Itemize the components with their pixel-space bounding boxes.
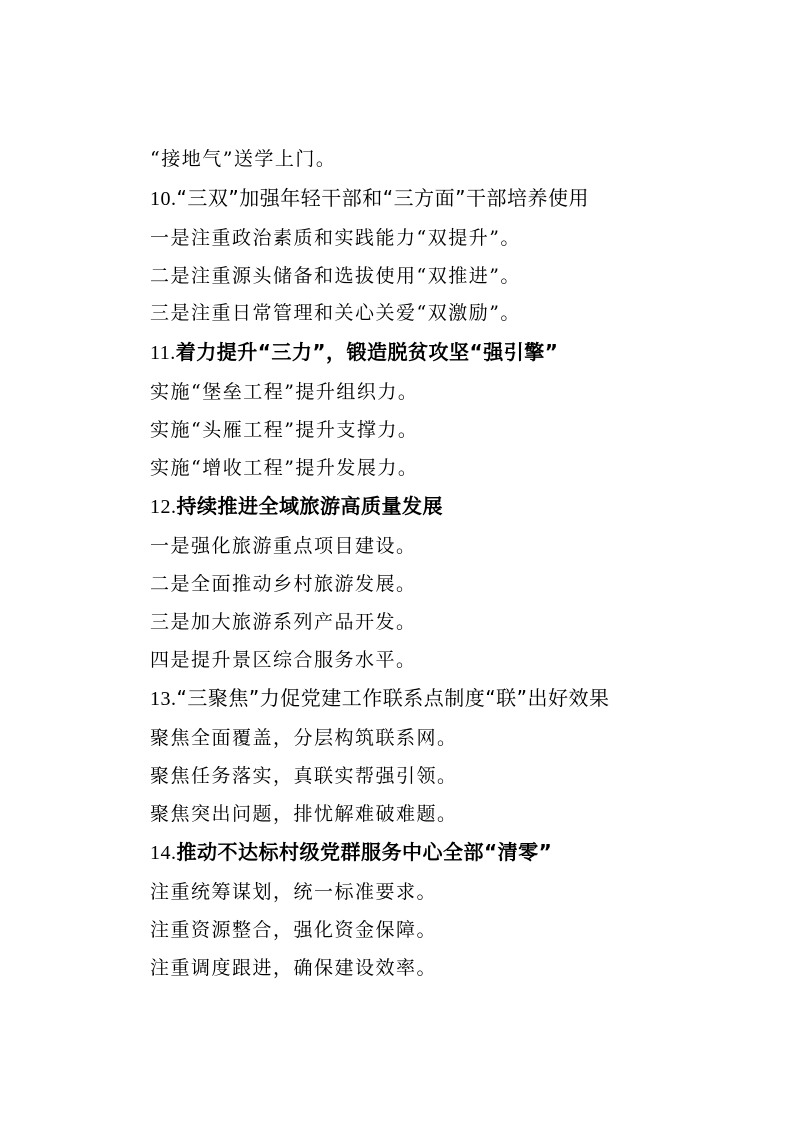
section-12-item-1: 一是强化旅游重点项目建设。 (150, 535, 417, 557)
section-13-number: 13. (150, 688, 177, 710)
section-10-title: “三双”加强年轻干部和“三方面”干部培养使用 (176, 186, 589, 210)
section-14-number: 14. (150, 842, 177, 864)
section-12-number: 12. (150, 496, 177, 518)
section-12-item-3: 三是加大旅游系列产品开发。 (150, 611, 417, 633)
section-11-number: 11. (150, 342, 176, 364)
section-12-item-2: 二是全面推动乡村旅游发展。 (150, 573, 417, 595)
section-13-title: “三聚焦”力促党建工作联系点制度“联”出好效果 (176, 686, 610, 710)
section-13-item-3: 聚焦突出问题，排忧解难破难题。 (150, 803, 458, 825)
section-10-item-1: 一是注重政治素质和实践能力“双提升”。 (150, 227, 521, 249)
section-14-title: 推动不达标村级党群服务中心全部“清零” (176, 840, 553, 864)
section-10-item-2: 二是注重源头储备和选拔使用“双推进”。 (150, 265, 521, 287)
section-11-item-2: 实施“头雁工程”提升支撑力。 (150, 419, 419, 441)
section-14-heading (150, 840, 552, 865)
section-14-item-1: 注重统筹谋划，统一标准要求。 (150, 881, 438, 903)
section-13-heading (150, 686, 609, 711)
section-10-heading (150, 186, 589, 211)
section-13-item-1: 聚焦全面覆盖，分层构筑联系网。 (150, 727, 458, 749)
section-12-item-4: 四是提升景区综合服务水平。 (150, 649, 417, 671)
section-11-item-1: 实施“堡垒工程”提升组织力。 (150, 381, 419, 403)
section-11-heading (150, 340, 558, 365)
continuation-line: “接地气”送学上门。 (150, 148, 337, 170)
section-11-item-3: 实施“增收工程”提升发展力。 (150, 457, 419, 479)
section-14-item-3: 注重调度跟进，确保建设效率。 (150, 957, 438, 979)
section-10-number: 10. (150, 188, 177, 210)
section-13-item-2: 聚焦任务落实，真联实帮强引领。 (150, 765, 458, 787)
section-11-title: 着力提升“三力”，锻造脱贫攻坚“强引擎” (175, 340, 559, 364)
section-12-heading (150, 494, 443, 519)
section-12-title: 持续推进全域旅游高质量发展 (176, 494, 443, 518)
section-14-item-2: 注重资源整合，强化资金保障。 (150, 919, 438, 941)
section-10-item-3: 三是注重日常管理和关心关爱“双激励”。 (150, 302, 521, 324)
